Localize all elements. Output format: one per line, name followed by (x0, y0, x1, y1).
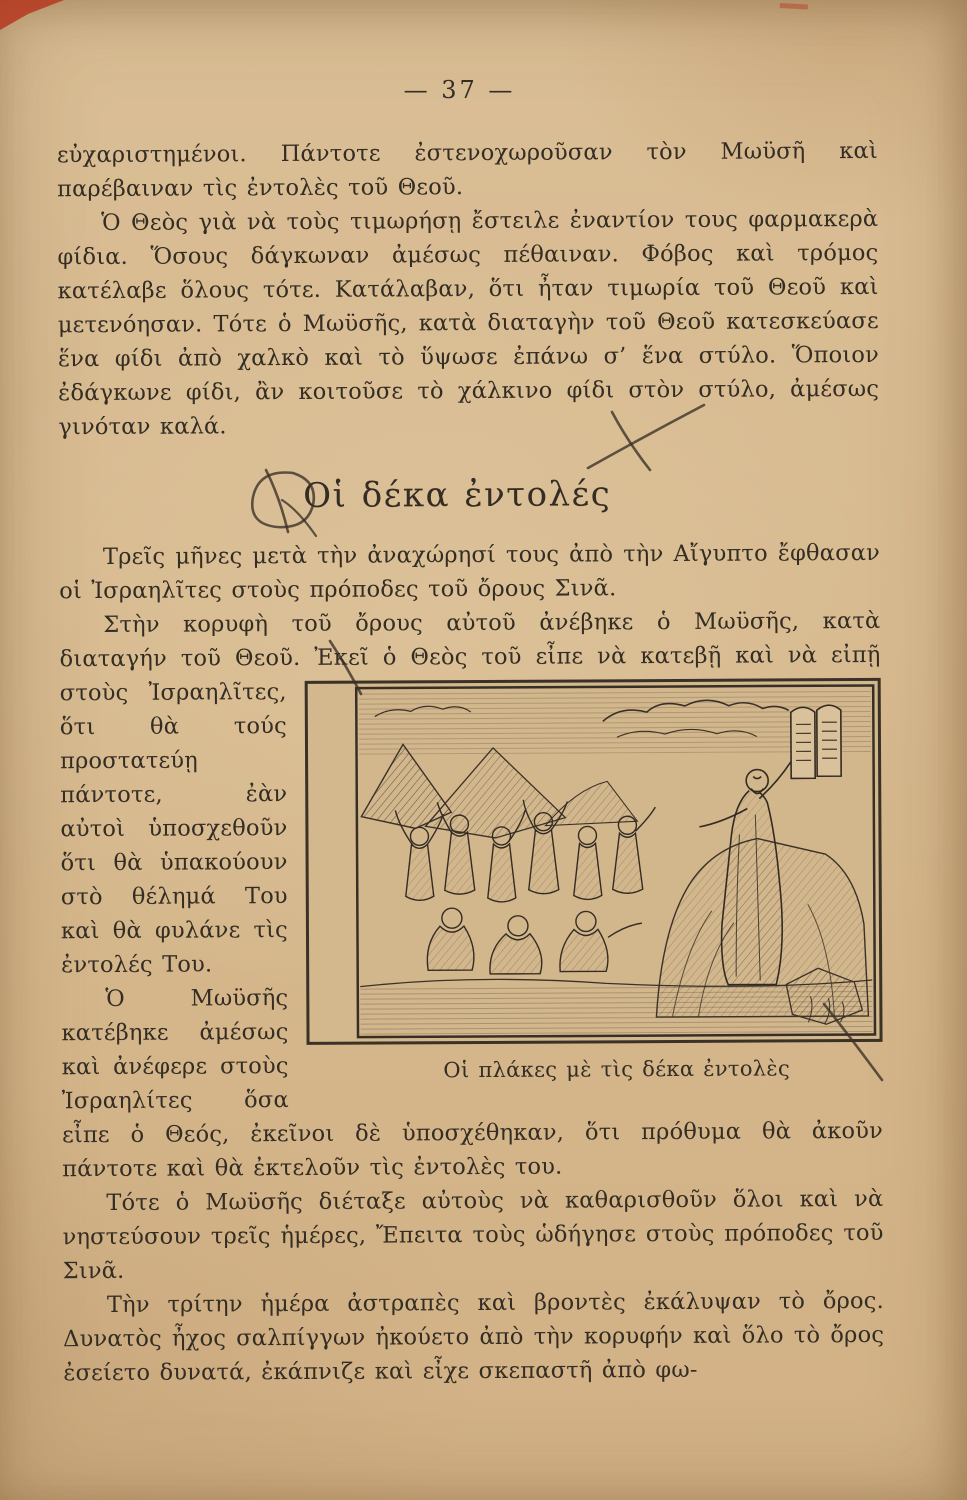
moses-tablets-illustration (355, 684, 877, 1039)
paragraph-serpents: Ὁ Θεὸς γιὰ νὰ τοὺς τιμωρήσῃ ἔστειλε ἐναντίον τους φαρμακερὰ φίδια. Ὅσους δάγκωναν ἀμέσως πέθαιναν. Φόβος καὶ τρόμος κατέλαβε ὅλους τότε. Κατάλαβαν, ὅτι ἦταν τιμωρία τοῦ Θεοῦ καὶ μετενόησαν. Τότε ὁ Μωϋσῆς, κατὰ διαταγὴν τοῦ Θεοῦ κατεσκεύασε ἕνα φίδι ἀπὸ χαλκὸ καὶ τὸ ὕψωσε ἐπάνω σ’ ἕνα στύλο. Ὅποιον ἐδάγκωνε φίδι, ἂν κοιτοῦσε τὸ χάλκινο φίδι στὸν στύλο, ἀμέσως γινόταν καλά. (57, 205, 880, 441)
paragraph-moses-returns: Ὁ Μωϋσῆς κατέβηκε ἀμέσως καὶ ἀνέφερε στοὺς Ἰσραηλίτες ὅσα εἶπε ὁ Θεός, ἐκεῖνοι δὲ ὑποσχέθηκαν, ὅτι πρόθυμα θὰ ἀκοῦν πάντοτε καὶ θὰ ἐκτελοῦν τὶς ἐντολὲς του. (61, 985, 884, 1183)
paragraph-with-figure (59, 604, 882, 1083)
paragraph-third-day: Τὴν τρίτην ἡμέρα ἀστραπὲς καὶ βροντὲς ἐκάλυψαν τὸ ὄρος. Δυνατὸς ἦχος σαλπίγγων ἠκούετο ἀπὸ τὴν κορυφήν καὶ ὅλο τὸ ὄρος ἐσείετο δυνατά, ἐκάπνιζε καὶ εἶχε σκεπαστῆ ἀπὸ φω- (63, 1287, 885, 1387)
paragraph-purification: Τότε ὁ Μωϋσῆς διέταξε αὐτοὺς νὰ καθαρισθοῦν ὅλοι καὶ νὰ νηστεύσουν τρεῖς ἡμέρες, Ἔπειτα τοὺς ὡδήγησε στοὺς πρόποδες τοῦ Σινᾶ. (62, 1185, 884, 1285)
paragraph-continued: εὐχαριστημένοι. Πάντοτε ἐστενοχωροῦσαν τὸν Μωϋσῆ καὶ παρέβαιναν τὶς ἐντολὲς τοῦ Θεοῦ. (56, 137, 878, 203)
paragraph-text-beside-figure: Ἐκεῖ ὁ Θεὸς τοῦ εἶπε νὰ κατεβῇ καὶ νὰ εἰπῇ στοὺς Ἰσραηλῖτες, ὅτι θὰ τούς προστατεύῃ πάντοτε, ἐὰν αὐτοὶ ὑποσχεθοῦν ὅτι θὰ ὑπακούουν στὸ θέλημά Του καὶ θὰ φυλάνε τὶς ἐντολές Του. (59, 641, 881, 979)
text-block (0, 101, 967, 1390)
illustration-frame (305, 678, 883, 1045)
figure (305, 678, 883, 1084)
figure-caption: Οἱ πλάκες μὲ τὶς δέκα ἐντολὲς (443, 1056, 791, 1083)
page-number: — 37 — (403, 76, 516, 104)
section-heading: Οἱ δέκα ἐντολές (303, 474, 612, 516)
paragraph-text-before-figure: Στὴν κορυφὴ τοῦ ὄρους αὐτοῦ ἀνέβηκε ὁ Μωϋσῆς, κατὰ διαταγήν τοῦ Θεοῦ. (59, 607, 881, 673)
paragraph-sinai-arrival: Τρεῖς μῆνες μετὰ τὴν ἀναχώρησί τους ἀπὸ τὴν Αἴγυπτο ἔφθασαν οἱ Ἰσραηλῖτες στοὺς πρόποδες τοῦ ὄρους Σινᾶ. (59, 539, 881, 605)
